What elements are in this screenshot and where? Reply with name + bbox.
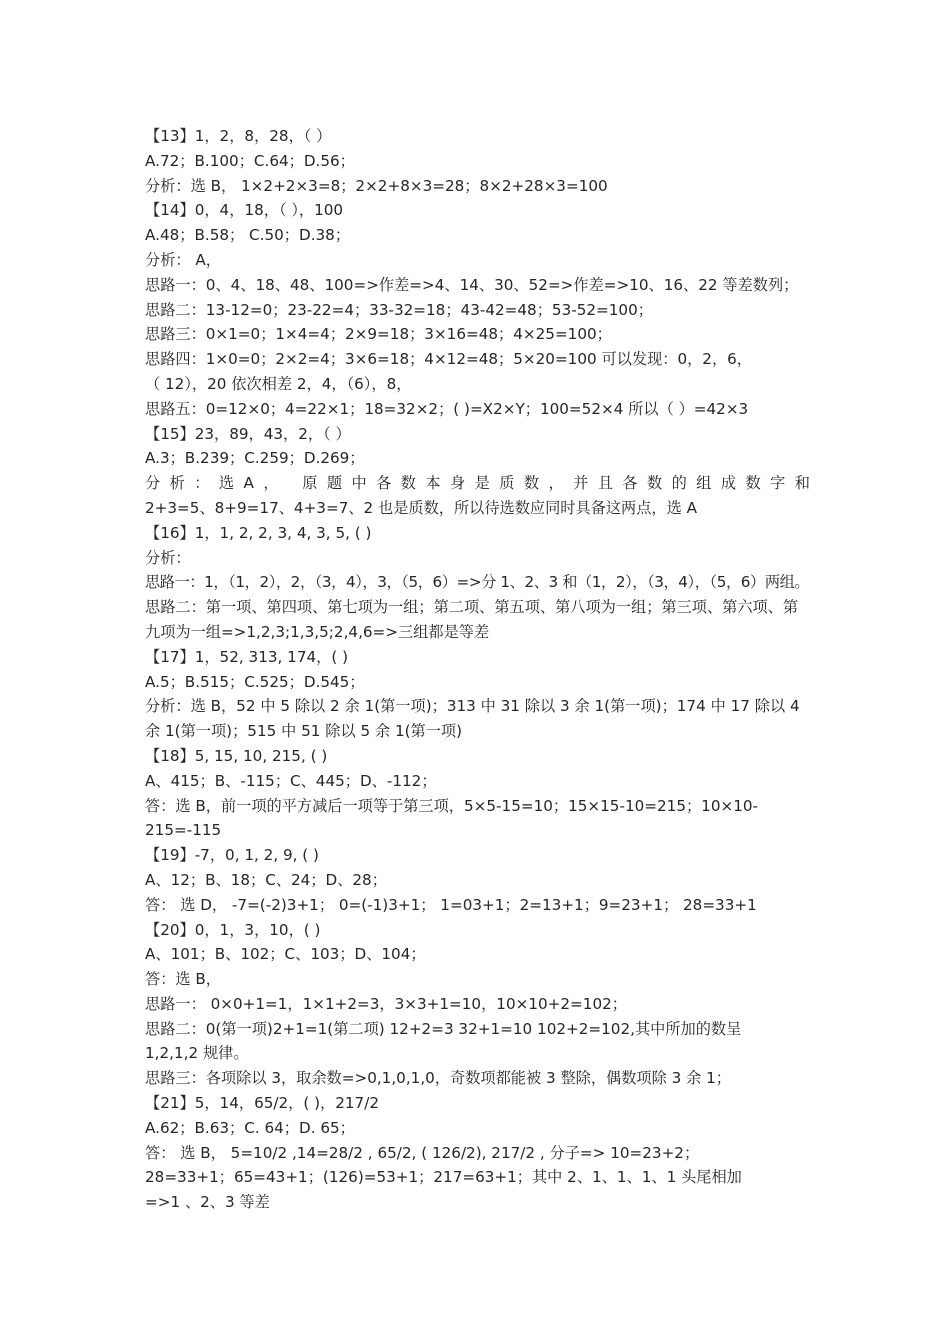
- text-line: 思路一：1，（1，2），2，（3，4），3，（5，6）=>分 1、2、3 和（1，2），（3，4），（5，6）两组。: [145, 573, 810, 592]
- text-line: 余 1(第一项)；515 中 51 除以 5 余 1(第一项): [145, 722, 463, 741]
- text-line: （ 12），20 依次相差 2，4，（6），8，: [145, 374, 412, 393]
- text-line: A.3；B.239；C.259；D.269；: [145, 449, 365, 468]
- text-line: 分析： A，: [145, 250, 221, 269]
- text-line: 答：选 B，: [145, 970, 221, 989]
- text-line: 2+3=5、8+9=17、4+3=7、2 也是质数，所以待选数应同时具备这两点，选 A: [145, 498, 698, 517]
- text-line: 答： 选 D， -7=(-2)3+1； 0=(-1)3+1； 1=03+1；2=13+1；9=23+1； 28=33+1: [145, 895, 757, 914]
- text-line: 思路五：0=12×0；4=22×1；18=32×2；( )=X2×Y；100=52×4 所以（ ）=42×3: [145, 399, 749, 418]
- document-body: [145, 124, 810, 1215]
- text-line: A.62；B.63；C. 64；D. 65；: [145, 1118, 355, 1137]
- text-line: 思路一： 0×0+1=1，1×1+2=3，3×3+1=10，10×10+2=102；: [145, 994, 627, 1013]
- text-line: 【13】1，2，8，28，（ ）: [145, 127, 332, 145]
- text-line: 思路二：13-12=0；23-22=4；33-32=18；43-42=48；53-52=100；: [145, 300, 653, 319]
- text-line: 【15】23，89，43，2，（ ）: [145, 424, 351, 443]
- text-line: 思路二：0(第一项)2+1=1(第二项) 12+2=3 32+1=10 102+2=102,其中所加的数呈: [145, 1019, 742, 1038]
- text-line: A.48；B.58； C.50；D.38；: [145, 226, 351, 245]
- text-line: A、101；B、102；C、103；D、104；: [145, 945, 426, 964]
- text-line: 九项为一组=>1,2,3;1,3,5;2,4,6=>三组都是等差: [145, 622, 490, 641]
- text-line: A.5；B.515；C.525；D.545；: [145, 672, 365, 691]
- text-line: 分析：选 B， 1×2+2×3=8；2×2+8×3=28；8×2+28×3=100: [145, 176, 608, 195]
- text-line: 【20】0，1，3，10，( ): [145, 920, 321, 939]
- text-line: 1,2,1,2 规律。: [145, 1044, 249, 1063]
- text-line: 思路三：0×1=0；1×4=4；2×9=18；3×16=48；4×25=100；: [145, 325, 612, 344]
- text-line: 【19】-7，0, 1, 2, 9, ( ): [145, 846, 319, 865]
- text-line: =>1 、2、3 等差: [145, 1193, 270, 1212]
- text-line: A、415；B、-115；C、445；D、-112；: [145, 771, 437, 790]
- text-line: A、12；B、18；C、24；D、28；: [145, 870, 387, 889]
- text-line: 【21】5，14，65/2，( )，217/2: [145, 1094, 379, 1113]
- text-line: 思路二：第一项、第四项、第七项为一组；第二项、第五项、第八项为一组；第三项、第六项、第: [145, 598, 799, 617]
- text-line: 分析：: [145, 548, 191, 567]
- text-line: A.72；B.100；C.64；D.56；: [145, 151, 355, 170]
- text-line: 28=33+1；65=43+1；(126)=53+1；217=63+1；其中 2、1、1、1、1 头尾相加: [145, 1168, 742, 1187]
- text-line: 思路一：0、4、18、48、100=>作差=>4、14、30、52=>作差=>10、16、22 等差数列；: [145, 275, 799, 294]
- text-line: 思路三：各项除以 3，取余数=>0,1,0,1,0，奇数项都能被 3 整除，偶数项除 3 余 1；: [145, 1069, 731, 1088]
- text-line: 【16】1，1, 2, 2, 3, 4, 3, 5, ( ): [145, 523, 372, 542]
- text-line: 分析：选 B，52 中 5 除以 2 余 1(第一项)；313 中 31 除以 3 余 1(第一项)；174 中 17 除以 4: [145, 697, 800, 716]
- text-line: 215=-115: [145, 821, 222, 840]
- text-line: 【18】5, 15, 10, 215, ( ): [145, 746, 328, 765]
- text-line: 【14】0，4，18，（ ），100: [145, 201, 344, 220]
- text-line: 分析：选A， 原题中各数本身是质数，并且各数的组成数字和: [145, 474, 810, 493]
- text-line: 答： 选 B， 5=10/2 ,14=28/2 , 65/2, ( 126/2), 217/2 , 分子=> 10=23+2；: [145, 1143, 700, 1162]
- text-line: 思路四：1×0=0；2×2=4；3×6=18；4×12=48；5×20=100 可以发现：0，2，6，: [145, 350, 752, 369]
- text-line: 答：选 B，前一项的平方减后一项等于第三项，5×5-15=10；15×15-10=215；10×10-: [145, 796, 759, 815]
- text-line: 【17】1，52, 313, 174，( ): [145, 647, 349, 666]
